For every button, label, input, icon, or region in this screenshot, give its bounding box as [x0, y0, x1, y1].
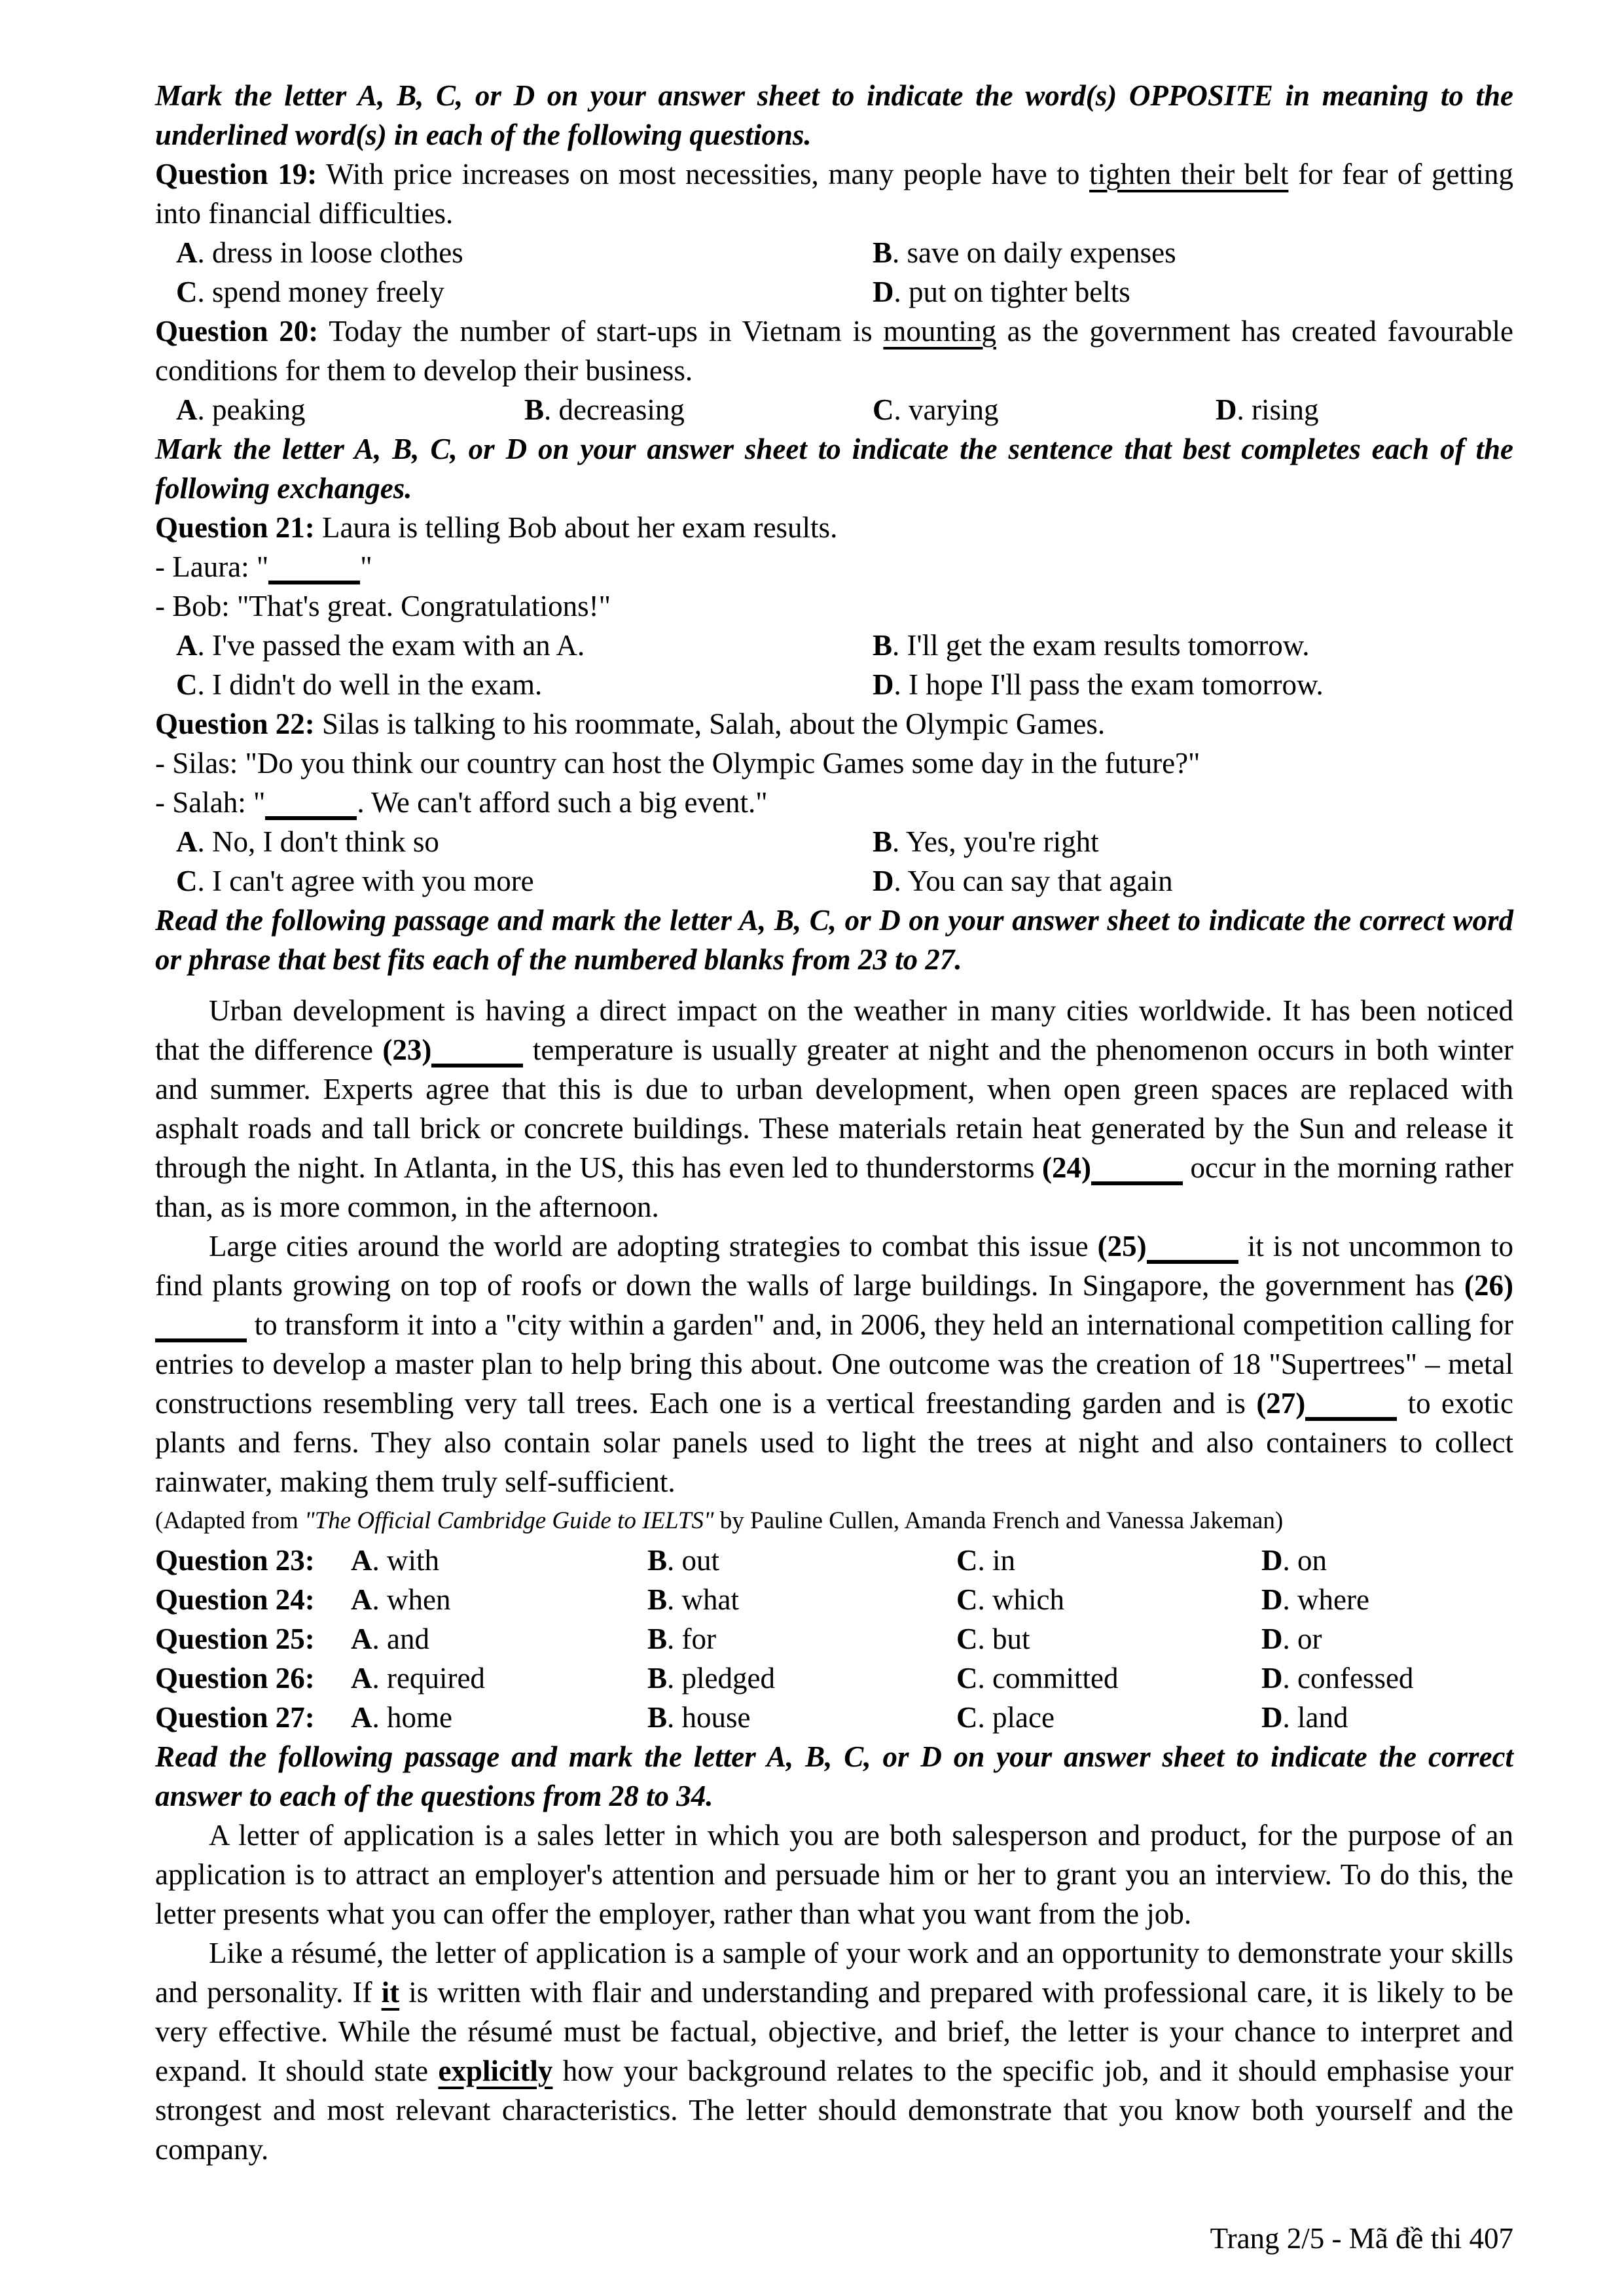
- question-24-row: [155, 1580, 1513, 1619]
- option-letter: C: [956, 1544, 978, 1577]
- question-21-intro: Laura is telling Bob about her exam results.: [314, 511, 838, 544]
- option-letter: D: [1261, 1701, 1283, 1734]
- instruction-reading: Read the following passage and mark the letter A, B, C, or D on your answer sheet to indicate the correct answer to each of the questions from 28 to 34.: [155, 1740, 1513, 1812]
- option-letter: B: [524, 393, 545, 426]
- option-text: . No, I don't think so: [197, 825, 439, 858]
- option-24-d: [1261, 1580, 1369, 1619]
- option-20-a: [176, 390, 305, 429]
- blank-number-26: (26): [1464, 1269, 1513, 1302]
- instruction-opposite: Mark the letter A, B, C, or D on your answer sheet to indicate the word(s) OPPOSITE in meaning to the underlined word(s) in each of the following questions.: [155, 79, 1513, 151]
- option-letter: A: [351, 1662, 372, 1695]
- blank-number-25: (25): [1097, 1230, 1147, 1263]
- page-content: [155, 76, 1513, 2169]
- option-25-d: [1261, 1619, 1322, 1659]
- option-24-b: [647, 1580, 739, 1619]
- option-text: . confessed: [1282, 1662, 1414, 1695]
- option-text: . with: [372, 1544, 440, 1577]
- question-19-label: Question 19:: [155, 158, 317, 190]
- option-letter: D: [873, 865, 894, 897]
- reading-text: how your background relates to the specific job, and it should emphasise your strongest and most relevant characteristics. The letter should demonstrate that you know both yourself and the company.: [155, 2054, 1513, 2166]
- question-25-label: Question 25:: [155, 1623, 315, 1655]
- option-text: . in: [977, 1544, 1016, 1577]
- option-text: . and: [372, 1623, 429, 1655]
- question-21-label: Question 21:: [155, 511, 315, 544]
- option-letter: B: [873, 629, 893, 662]
- attribution-pre: (Adapted from: [155, 1507, 305, 1534]
- option-21-d: [873, 665, 1324, 704]
- option-text: . put on tighter belts: [893, 276, 1130, 308]
- option-letter: A: [351, 1544, 372, 1577]
- option-19-c: [176, 272, 444, 312]
- option-20-d: [1216, 390, 1319, 429]
- cloze-paragraph-1: [155, 991, 1513, 1227]
- question-22-salah-line: [155, 783, 1513, 822]
- option-letter: B: [647, 1662, 668, 1695]
- option-letter: D: [1261, 1662, 1283, 1695]
- passage-attribution: [155, 1501, 1513, 1541]
- question-19-post: for fear of getting into financial difficulties.: [155, 158, 1514, 230]
- laura-post: ": [360, 550, 372, 583]
- blank-number-27: (27): [1256, 1387, 1306, 1420]
- reading-text: Like a résumé, the letter of application is a sample of your work and an opportunity to demonstrate your skills and personality. If: [155, 1937, 1513, 2009]
- option-letter: C: [956, 1701, 978, 1734]
- option-letter: B: [647, 1623, 668, 1655]
- option-22-c: [176, 861, 534, 901]
- option-letter: C: [176, 865, 198, 897]
- option-letter: C: [956, 1662, 978, 1695]
- question-20-underlined-word: mounting: [883, 315, 996, 348]
- attribution-post: by Pauline Cullen, Amanda French and Vanessa Jakeman): [713, 1507, 1284, 1534]
- question-22-text: [155, 704, 1513, 744]
- option-21-a: [176, 626, 585, 665]
- option-letter: A: [351, 1701, 372, 1734]
- option-text: . I can't agree with you more: [197, 865, 534, 897]
- option-text: . but: [977, 1623, 1030, 1655]
- page-footer: Trang 2/5 - Mã đề thi 407: [1210, 2222, 1513, 2255]
- option-letter: A: [176, 393, 198, 426]
- option-text: . for: [667, 1623, 716, 1655]
- option-24-a: [351, 1580, 450, 1619]
- option-text: . dress in loose clothes: [197, 236, 463, 269]
- option-letter: C: [176, 668, 198, 701]
- option-23-b: [647, 1541, 719, 1580]
- option-text: . what: [667, 1583, 739, 1616]
- option-text: . when: [372, 1583, 451, 1616]
- option-text: . Yes, you're right: [892, 825, 1099, 858]
- option-26-c: [956, 1659, 1118, 1698]
- option-letter: A: [351, 1583, 372, 1616]
- option-text: . where: [1282, 1583, 1369, 1616]
- option-text: . I've passed the exam with an A.: [197, 629, 585, 662]
- question-22-label: Question 22:: [155, 708, 315, 740]
- cloze-blank-27: [1305, 1409, 1397, 1421]
- option-21-c: [176, 665, 542, 704]
- option-text: . home: [372, 1701, 452, 1734]
- question-19-text: [155, 154, 1513, 233]
- cloze-text: temperature is usually greater at night and the phenomenon occurs in both winter and summer. Experts agree that this is due to urban development, when open green spaces are replaced with asphalt roads and tall brick or concrete buildings. These materials retain heat generated by the Sun and release it through the night. In Atlanta, in the US, this has even led to thunderstorms: [155, 1033, 1513, 1184]
- instruction-cloze: Read the following passage and mark the letter A, B, C, or D on your answer sheet to indicate the correct word or phrase that best fits each of the numbered blanks from 23 to 27.: [155, 904, 1513, 976]
- option-text: . on: [1282, 1544, 1327, 1577]
- option-letter: A: [351, 1623, 372, 1655]
- option-23-c: [956, 1541, 1015, 1580]
- question-20-pre: Today the number of start-ups in Vietnam is: [318, 315, 884, 348]
- question-25-row: [155, 1619, 1513, 1659]
- option-text: . save on daily expenses: [892, 236, 1176, 269]
- option-26-a: [351, 1659, 485, 1698]
- option-20-c: [873, 390, 998, 429]
- option-25-b: [647, 1619, 716, 1659]
- question-26-row: [155, 1659, 1513, 1698]
- question-21-text: [155, 508, 1513, 547]
- laura-pre: - Laura: ": [155, 550, 269, 583]
- option-letter: C: [956, 1583, 978, 1616]
- question-21-options-row-1: [155, 626, 1513, 665]
- option-21-b: [873, 626, 1310, 665]
- option-letter: B: [873, 825, 893, 858]
- attribution-book-title: "The Official Cambridge Guide to IELTS": [304, 1507, 714, 1534]
- option-letter: D: [873, 276, 894, 308]
- question-26-label: Question 26:: [155, 1662, 315, 1695]
- question-22-silas-line: - Silas: "Do you think our country can host the Olympic Games some day in the future?": [155, 747, 1200, 780]
- option-letter: D: [1261, 1623, 1283, 1655]
- reading-underlined-it: it: [381, 1976, 400, 2009]
- blank-number-24: (24): [1042, 1151, 1092, 1184]
- question-19-underlined-phrase: tighten their belt: [1089, 158, 1289, 190]
- question-19-options-row-1: [155, 233, 1513, 272]
- option-text: . pledged: [667, 1662, 775, 1695]
- question-20-post: as the government has created favourable conditions for them to develop their business.: [155, 315, 1513, 387]
- option-letter: D: [1261, 1583, 1283, 1616]
- question-19-pre: With price increases on most necessities, many people have to: [317, 158, 1090, 190]
- option-letter: C: [956, 1623, 978, 1655]
- option-letter: C: [176, 276, 198, 308]
- question-27-label: Question 27:: [155, 1701, 315, 1734]
- option-22-d: [873, 861, 1173, 901]
- option-25-c: [956, 1619, 1030, 1659]
- option-19-b: [873, 233, 1176, 272]
- option-23-d: [1261, 1541, 1327, 1580]
- option-26-b: [647, 1659, 775, 1698]
- reading-text: is written with flair and understanding and prepared with professional care, it is likely to be very effective. While the résumé must be factual, objective, and brief, the letter is your chance to interpret and expand. It should state: [155, 1976, 1513, 2087]
- option-27-b: [647, 1698, 751, 1737]
- option-19-d: [873, 272, 1130, 312]
- option-text: . or: [1282, 1623, 1322, 1655]
- option-letter: B: [647, 1583, 668, 1616]
- instruction-exchanges: Mark the letter A, B, C, or D on your answer sheet to indicate the sentence that best completes each of the following exchanges.: [155, 433, 1513, 505]
- question-20-text: [155, 312, 1513, 390]
- option-text: . I hope I'll pass the exam tomorrow.: [893, 668, 1324, 701]
- question-21-bob-line: - Bob: "That's great. Congratulations!": [155, 590, 611, 622]
- option-text: . required: [372, 1662, 485, 1695]
- option-text: . I didn't do well in the exam.: [197, 668, 543, 701]
- option-letter: A: [176, 236, 198, 269]
- option-text: . out: [667, 1544, 720, 1577]
- cloze-blank-23: [431, 1056, 523, 1067]
- option-letter: B: [647, 1701, 668, 1734]
- salah-post: . We can't afford such a big event.": [357, 786, 768, 819]
- option-text: . You can say that again: [893, 865, 1173, 897]
- option-text: . peaking: [197, 393, 306, 426]
- option-text: . place: [977, 1701, 1055, 1734]
- question-20-label: Question 20:: [155, 315, 319, 348]
- blank-number-23: (23): [382, 1033, 432, 1066]
- cloze-blank-24: [1091, 1174, 1183, 1185]
- question-24-label: Question 24:: [155, 1583, 315, 1616]
- answer-blank: [268, 573, 360, 584]
- option-22-b: [873, 822, 1099, 861]
- question-22-intro: Silas is talking to his roommate, Salah, about the Olympic Games.: [314, 708, 1106, 740]
- option-text: . spend money freely: [197, 276, 444, 308]
- option-23-a: [351, 1541, 439, 1580]
- option-19-a: [176, 233, 463, 272]
- option-27-d: [1261, 1698, 1348, 1737]
- option-27-a: [351, 1698, 452, 1737]
- option-25-a: [351, 1619, 429, 1659]
- option-text: . which: [977, 1583, 1064, 1616]
- option-letter: A: [176, 629, 198, 662]
- answer-blank: [265, 808, 357, 820]
- cloze-text: Large cities around the world are adopting strategies to combat this issue: [209, 1230, 1098, 1263]
- salah-pre: - Salah: ": [155, 786, 266, 819]
- question-21-options-row-2: [155, 665, 1513, 704]
- reading-underlined-explicitly: explicitly: [438, 2054, 553, 2087]
- option-24-c: [956, 1580, 1064, 1619]
- reading-paragraph-2: [155, 1933, 1513, 2169]
- option-text: . house: [667, 1701, 751, 1734]
- question-22-options-row-2: [155, 861, 1513, 901]
- option-text: . committed: [977, 1662, 1119, 1695]
- cloze-text: it is not uncommon to find plants growing on top of roofs or down the walls of large buildings. In Singapore, the government has: [155, 1230, 1513, 1302]
- cloze-text: to exotic plants and ferns. They also contain solar panels used to light the trees at night and also containers to collect rainwater, making them truly self-sufficient.: [155, 1387, 1513, 1498]
- question-22-options-row-1: [155, 822, 1513, 861]
- option-letter: B: [647, 1544, 668, 1577]
- question-27-row: [155, 1698, 1513, 1737]
- option-letter: A: [176, 825, 198, 858]
- option-20-b: [524, 390, 685, 429]
- question-23-row: [155, 1541, 1513, 1580]
- question-23-label: Question 23:: [155, 1544, 315, 1577]
- option-text: . varying: [893, 393, 999, 426]
- option-letter: D: [1261, 1544, 1283, 1577]
- option-letter: C: [873, 393, 894, 426]
- option-letter: B: [873, 236, 893, 269]
- cloze-paragraph-2: [155, 1227, 1513, 1501]
- question-20-options-row: [155, 390, 1513, 429]
- question-19-options-row-2: [155, 272, 1513, 312]
- option-27-c: [956, 1698, 1055, 1737]
- option-text: . rising: [1236, 393, 1319, 426]
- option-22-a: [176, 822, 439, 861]
- cloze-text: occur in the morning rather than, as is more common, in the afternoon.: [155, 1151, 1513, 1223]
- option-text: . decreasing: [544, 393, 685, 426]
- cloze-blank-25: [1147, 1252, 1238, 1264]
- question-21-laura-line: [155, 547, 1513, 586]
- cloze-text: Urban development is having a direct impact on the weather in many cities worldwide. It has been noticed that the difference: [155, 994, 1513, 1066]
- option-text: . I'll get the exam results tomorrow.: [892, 629, 1310, 662]
- option-text: . land: [1282, 1701, 1348, 1734]
- cloze-blank-26: [155, 1331, 247, 1342]
- option-letter: D: [873, 668, 894, 701]
- option-26-d: [1261, 1659, 1413, 1698]
- cloze-text: to transform it into a "city within a garden" and, in 2006, they held an international competition calling for entries to develop a master plan to help bring this about. One outcome was the creation of 18 "Supertrees" – metal constructions resembling very tall trees. Each one is a vertical freestanding garden and is: [155, 1308, 1513, 1420]
- option-letter: D: [1216, 393, 1237, 426]
- reading-paragraph-1: A letter of application is a sales letter in which you are both salesperson and product, for the purpose of an application is to attract an employer's attention and persuade him or her to grant you an interview. To do this, the letter presents what you can offer the employer, rather than what you want from the job.: [155, 1819, 1513, 1930]
